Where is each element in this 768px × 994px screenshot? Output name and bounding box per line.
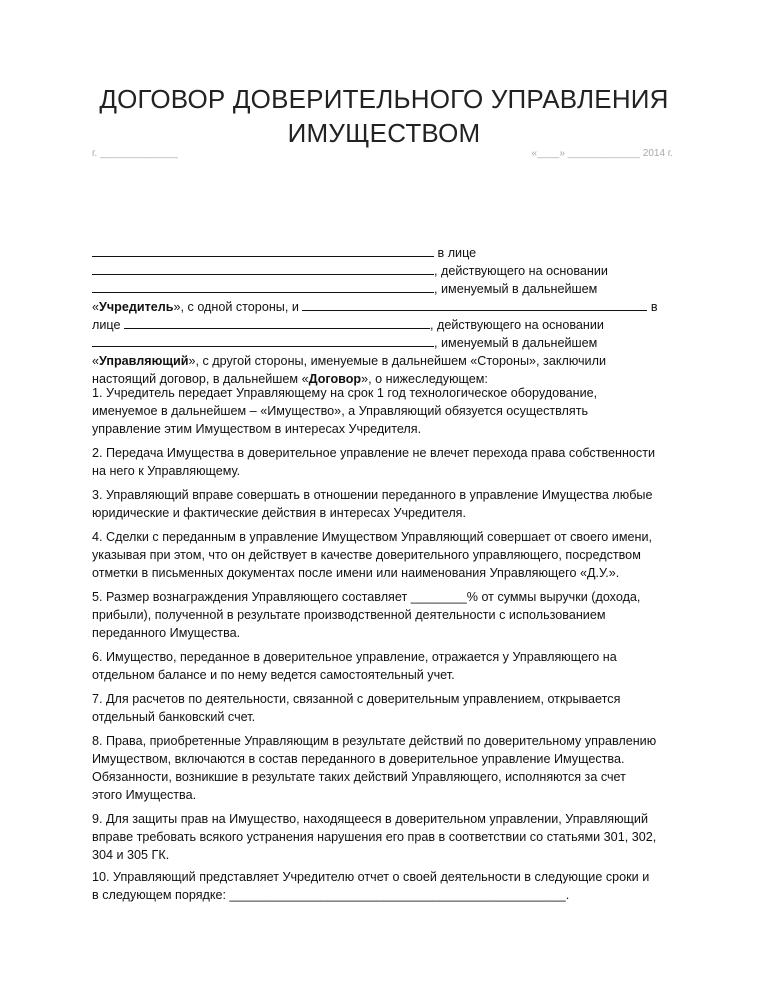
clause-10	[92, 868, 692, 904]
clause-line: юридические и фактические действия в интересах Учредителя.	[92, 506, 467, 520]
clause-9	[92, 810, 692, 864]
preamble-text: », с другой стороны, именуемые в дальнейшем «Стороны», заключили	[188, 354, 606, 368]
clause-line: отдельном балансе и по нему ведется самостоятельный учет.	[92, 668, 455, 682]
clause-line: 304 и 305 ГК.	[92, 848, 170, 862]
contract-label: Договор	[308, 372, 362, 386]
preamble-text: «	[92, 300, 100, 314]
clause-line: переданного Имущества.	[92, 626, 241, 640]
clause-line: 2. Передача Имущества в доверительное управление не влечет перехода права собственности	[92, 446, 656, 460]
clause-line: на него к Управляющему.	[92, 464, 241, 478]
title-line-1: ДОГОВОР ДОВЕРИТЕЛЬНОГО УПРАВЛЕНИЯ	[99, 84, 669, 114]
preamble-line-6	[92, 334, 682, 352]
document-title	[60, 82, 708, 150]
preamble-text: », о нижеследующем:	[361, 372, 488, 386]
blank-line	[92, 244, 434, 257]
clause-line: вправе требовать всякого устранения нарушения его прав в соответствии со статьями 301, 302,	[92, 830, 657, 844]
preamble-text: «	[92, 354, 100, 368]
clause-line: этого Имущества.	[92, 788, 197, 802]
preamble-text: лице	[92, 318, 124, 332]
preamble	[92, 244, 682, 388]
blank-line	[92, 334, 434, 347]
preamble-line-1	[92, 244, 682, 262]
clause-line: отметки в письменных документах после имени или наименования Управляющего «Д.У.».	[92, 566, 620, 580]
clause-line: 4. Сделки с переданным в управление Имуществом Управляющий совершает от своего имени,	[92, 530, 652, 544]
city-field: г. ______________	[92, 148, 178, 159]
preamble-text: , действующего на основании	[434, 264, 608, 278]
clause-line: 8. Права, приобретенные Управляющим в результате действий по доверительному управлению	[92, 734, 657, 748]
clause-line: 6. Имущество, переданное в доверительное управление, отражается у Управляющего на	[92, 650, 617, 664]
preamble-line-3	[92, 280, 682, 298]
preamble-text: , именуемый в дальнейшем	[434, 336, 598, 350]
date-field: «____» _____________ 2014 г.	[531, 148, 673, 159]
clause-7	[92, 690, 692, 726]
clause-line: именуемое в дальнейшем – «Имущество», а Управляющий обязуется осуществлять	[92, 404, 589, 418]
clause-4	[92, 528, 692, 582]
preamble-text: , именуемый в дальнейшем	[434, 282, 598, 296]
clause-line: 7. Для расчетов по деятельности, связанной с доверительным управлением, открывается	[92, 692, 621, 706]
title-line-2: ИМУЩЕСТВОМ	[287, 118, 481, 148]
clause-line: 9. Для защиты прав на Имущество, находящееся в доверительном управлении, Управляющий	[92, 812, 648, 826]
clause-line: 1. Учредитель передает Управляющему на срок 1 год технологическое оборудование,	[92, 386, 598, 400]
preamble-text: в	[647, 300, 658, 314]
clause-3	[92, 486, 692, 522]
preamble-text: в лице	[434, 246, 477, 260]
blank-line	[92, 280, 434, 293]
preamble-line-7	[92, 352, 682, 370]
clause-line: Обязанности, возникшие в результате таких действий Управляющего, исполняются за счет	[92, 770, 626, 784]
clause-1	[92, 384, 692, 438]
blank-line	[302, 298, 647, 311]
clause-line: 5. Размер вознаграждения Управляющего составляет ________% от суммы выручки (дохода,	[92, 590, 641, 604]
clause-line: 3. Управляющий вправе совершать в отношении переданного в управление Имущества любые	[92, 488, 653, 502]
preamble-text: настоящий договор, в дальнейшем «	[92, 372, 309, 386]
preamble-line-2	[92, 262, 682, 280]
preamble-text: », с одной стороны, и	[173, 300, 299, 314]
preamble-line-5	[92, 316, 682, 334]
clause-line: в следующем порядке: ________________________________________________.	[92, 888, 570, 902]
clause-line: указывая при этом, что он действует в качестве доверительного управляющего, посредством	[92, 548, 641, 562]
blank-line	[92, 262, 434, 275]
party-founder-label: Учредитель	[99, 300, 174, 314]
clause-2	[92, 444, 692, 480]
clause-line: Имуществом, включаются в состав переданного в доверительное управление Имущества.	[92, 752, 625, 766]
clause-8	[92, 732, 692, 804]
clause-6	[92, 648, 692, 684]
preamble-line-4	[92, 298, 682, 316]
clause-line: отдельный банковский счет.	[92, 710, 256, 724]
party-manager-label: Управляющий	[99, 354, 189, 368]
clause-line: 10. Управляющий представляет Учредителю отчет о своей деятельности в следующие сроки и	[92, 870, 650, 884]
blank-line	[124, 316, 430, 329]
clause-line: прибыли), полученной в результате производственной деятельности с использованием	[92, 608, 606, 622]
clause-5	[92, 588, 692, 642]
clause-line: управление этим Имуществом в интересах Учредителя.	[92, 422, 422, 436]
preamble-text: , действующего на основании	[429, 318, 604, 332]
